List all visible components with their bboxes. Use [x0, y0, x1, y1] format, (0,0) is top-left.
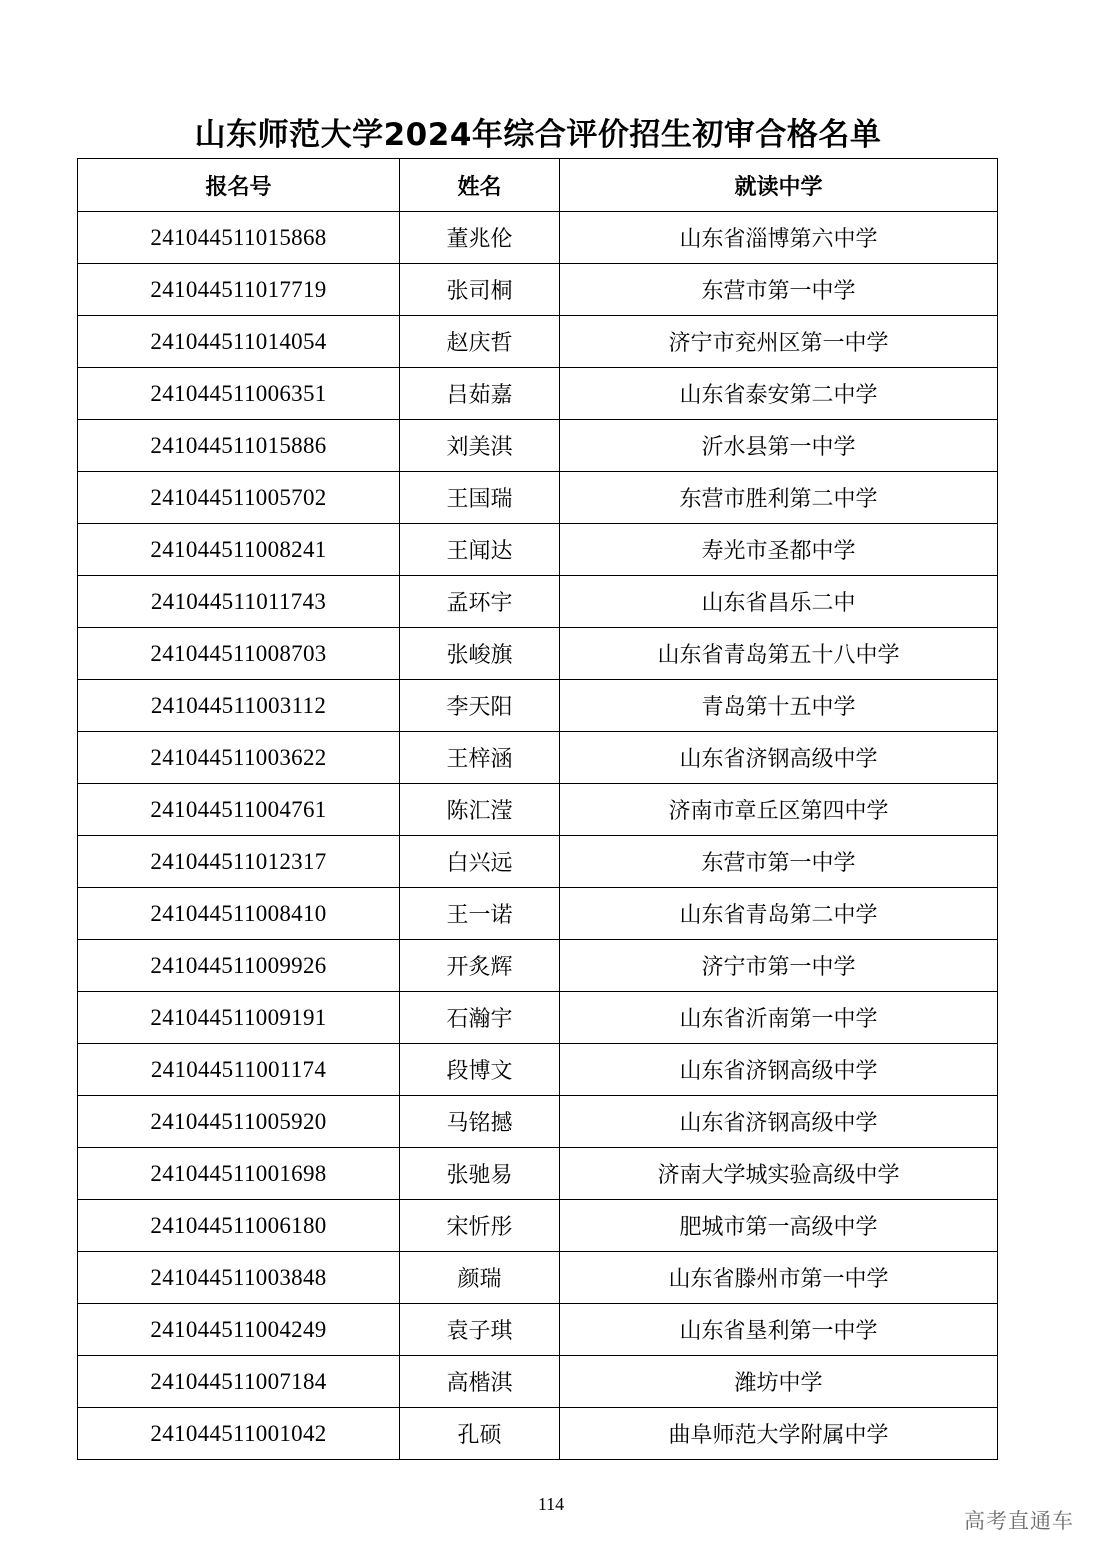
table-row — [78, 212, 998, 264]
table-row — [78, 628, 998, 680]
table-row — [78, 784, 998, 836]
cell-school-name: 山东省垦利第一中学 — [560, 1304, 998, 1356]
cell-registration-number: 241044511001174 — [78, 1044, 400, 1096]
cell-student-name: 高楷淇 — [400, 1356, 560, 1408]
table-row — [78, 1148, 998, 1200]
cell-student-name: 段博文 — [400, 1044, 560, 1096]
cell-student-name: 陈汇滢 — [400, 784, 560, 836]
document-title: 山东师范大学2024年综合评价招生初审合格名单 — [194, 117, 882, 153]
cell-student-name: 王梓涵 — [400, 732, 560, 784]
cell-registration-number: 241044511005920 — [78, 1096, 400, 1148]
cell-registration-number: 241044511015886 — [78, 420, 400, 472]
cell-registration-number: 241044511003622 — [78, 732, 400, 784]
cell-registration-number: 241044511006180 — [78, 1200, 400, 1252]
cell-student-name: 孔硕 — [400, 1408, 560, 1460]
table-row — [78, 680, 998, 732]
table-row — [78, 888, 998, 940]
header-name: 姓名 — [400, 159, 560, 212]
admission-list-table — [77, 158, 998, 1460]
cell-school-name: 山东省滕州市第一中学 — [560, 1252, 998, 1304]
table-row — [78, 992, 998, 1044]
table-row — [78, 368, 998, 420]
cell-school-name: 肥城市第一高级中学 — [560, 1200, 998, 1252]
table-row — [78, 472, 998, 524]
cell-registration-number: 241044511001698 — [78, 1148, 400, 1200]
watermark-text: 高考直通车 — [964, 1509, 1074, 1533]
cell-student-name: 刘美淇 — [400, 420, 560, 472]
cell-school-name: 山东省昌乐二中 — [560, 576, 998, 628]
table-row — [78, 420, 998, 472]
cell-student-name: 马铭撼 — [400, 1096, 560, 1148]
cell-school-name: 曲阜师范大学附属中学 — [560, 1408, 998, 1460]
table-row — [78, 836, 998, 888]
cell-registration-number: 241044511001042 — [78, 1408, 400, 1460]
cell-student-name: 张司桐 — [400, 264, 560, 316]
cell-registration-number: 241044511007184 — [78, 1356, 400, 1408]
cell-school-name: 山东省济钢高级中学 — [560, 732, 998, 784]
table-row — [78, 732, 998, 784]
cell-registration-number: 241044511004761 — [78, 784, 400, 836]
table-row — [78, 1044, 998, 1096]
cell-registration-number: 241044511005702 — [78, 472, 400, 524]
cell-registration-number: 241044511008241 — [78, 524, 400, 576]
cell-school-name: 沂水县第一中学 — [560, 420, 998, 472]
cell-student-name: 宋忻彤 — [400, 1200, 560, 1252]
table-row — [78, 1200, 998, 1252]
header-registration-number: 报名号 — [78, 159, 400, 212]
cell-student-name: 白兴远 — [400, 836, 560, 888]
cell-school-name: 山东省济钢高级中学 — [560, 1096, 998, 1148]
table-row — [78, 1408, 998, 1460]
cell-school-name: 东营市胜利第二中学 — [560, 472, 998, 524]
cell-student-name: 董兆伦 — [400, 212, 560, 264]
cell-school-name: 山东省泰安第二中学 — [560, 368, 998, 420]
cell-registration-number: 241044511008703 — [78, 628, 400, 680]
cell-school-name: 济南大学城实验高级中学 — [560, 1148, 998, 1200]
cell-registration-number: 241044511004249 — [78, 1304, 400, 1356]
cell-registration-number: 241044511003112 — [78, 680, 400, 732]
table-body — [78, 212, 998, 1460]
cell-school-name: 青岛第十五中学 — [560, 680, 998, 732]
cell-school-name: 东营市第一中学 — [560, 264, 998, 316]
table-row — [78, 1252, 998, 1304]
table-row — [78, 1356, 998, 1408]
cell-registration-number: 241044511009191 — [78, 992, 400, 1044]
table-row — [78, 524, 998, 576]
cell-registration-number: 241044511015868 — [78, 212, 400, 264]
cell-school-name: 济宁市兖州区第一中学 — [560, 316, 998, 368]
cell-school-name: 济宁市第一中学 — [560, 940, 998, 992]
cell-student-name: 颜瑞 — [400, 1252, 560, 1304]
cell-student-name: 赵庆哲 — [400, 316, 560, 368]
cell-school-name: 山东省淄博第六中学 — [560, 212, 998, 264]
cell-registration-number: 241044511011743 — [78, 576, 400, 628]
cell-registration-number: 241044511006351 — [78, 368, 400, 420]
cell-student-name: 王国瑞 — [400, 472, 560, 524]
table-header-row — [78, 159, 998, 212]
cell-student-name: 袁子琪 — [400, 1304, 560, 1356]
cell-registration-number: 241044511014054 — [78, 316, 400, 368]
table-row — [78, 1304, 998, 1356]
cell-student-name: 吕茹嘉 — [400, 368, 560, 420]
cell-school-name: 山东省济钢高级中学 — [560, 1044, 998, 1096]
cell-school-name: 寿光市圣都中学 — [560, 524, 998, 576]
cell-student-name: 王闻达 — [400, 524, 560, 576]
cell-student-name: 王一诺 — [400, 888, 560, 940]
table-row — [78, 576, 998, 628]
cell-school-name: 潍坊中学 — [560, 1356, 998, 1408]
page-number: 114 — [537, 1494, 565, 1514]
cell-student-name: 孟环宇 — [400, 576, 560, 628]
table-row — [78, 1096, 998, 1148]
cell-registration-number: 241044511017719 — [78, 264, 400, 316]
cell-student-name: 开炙辉 — [400, 940, 560, 992]
cell-student-name: 张峻旗 — [400, 628, 560, 680]
cell-student-name: 石瀚宇 — [400, 992, 560, 1044]
cell-student-name: 李天阳 — [400, 680, 560, 732]
cell-registration-number: 241044511003848 — [78, 1252, 400, 1304]
cell-registration-number: 241044511009926 — [78, 940, 400, 992]
cell-school-name: 东营市第一中学 — [560, 836, 998, 888]
cell-school-name: 山东省青岛第二中学 — [560, 888, 998, 940]
cell-school-name: 济南市章丘区第四中学 — [560, 784, 998, 836]
cell-registration-number: 241044511012317 — [78, 836, 400, 888]
table-row — [78, 264, 998, 316]
cell-school-name: 山东省青岛第五十八中学 — [560, 628, 998, 680]
cell-student-name: 张驰易 — [400, 1148, 560, 1200]
table-row — [78, 316, 998, 368]
header-school: 就读中学 — [560, 159, 998, 212]
table-row — [78, 940, 998, 992]
cell-registration-number: 241044511008410 — [78, 888, 400, 940]
cell-school-name: 山东省沂南第一中学 — [560, 992, 998, 1044]
